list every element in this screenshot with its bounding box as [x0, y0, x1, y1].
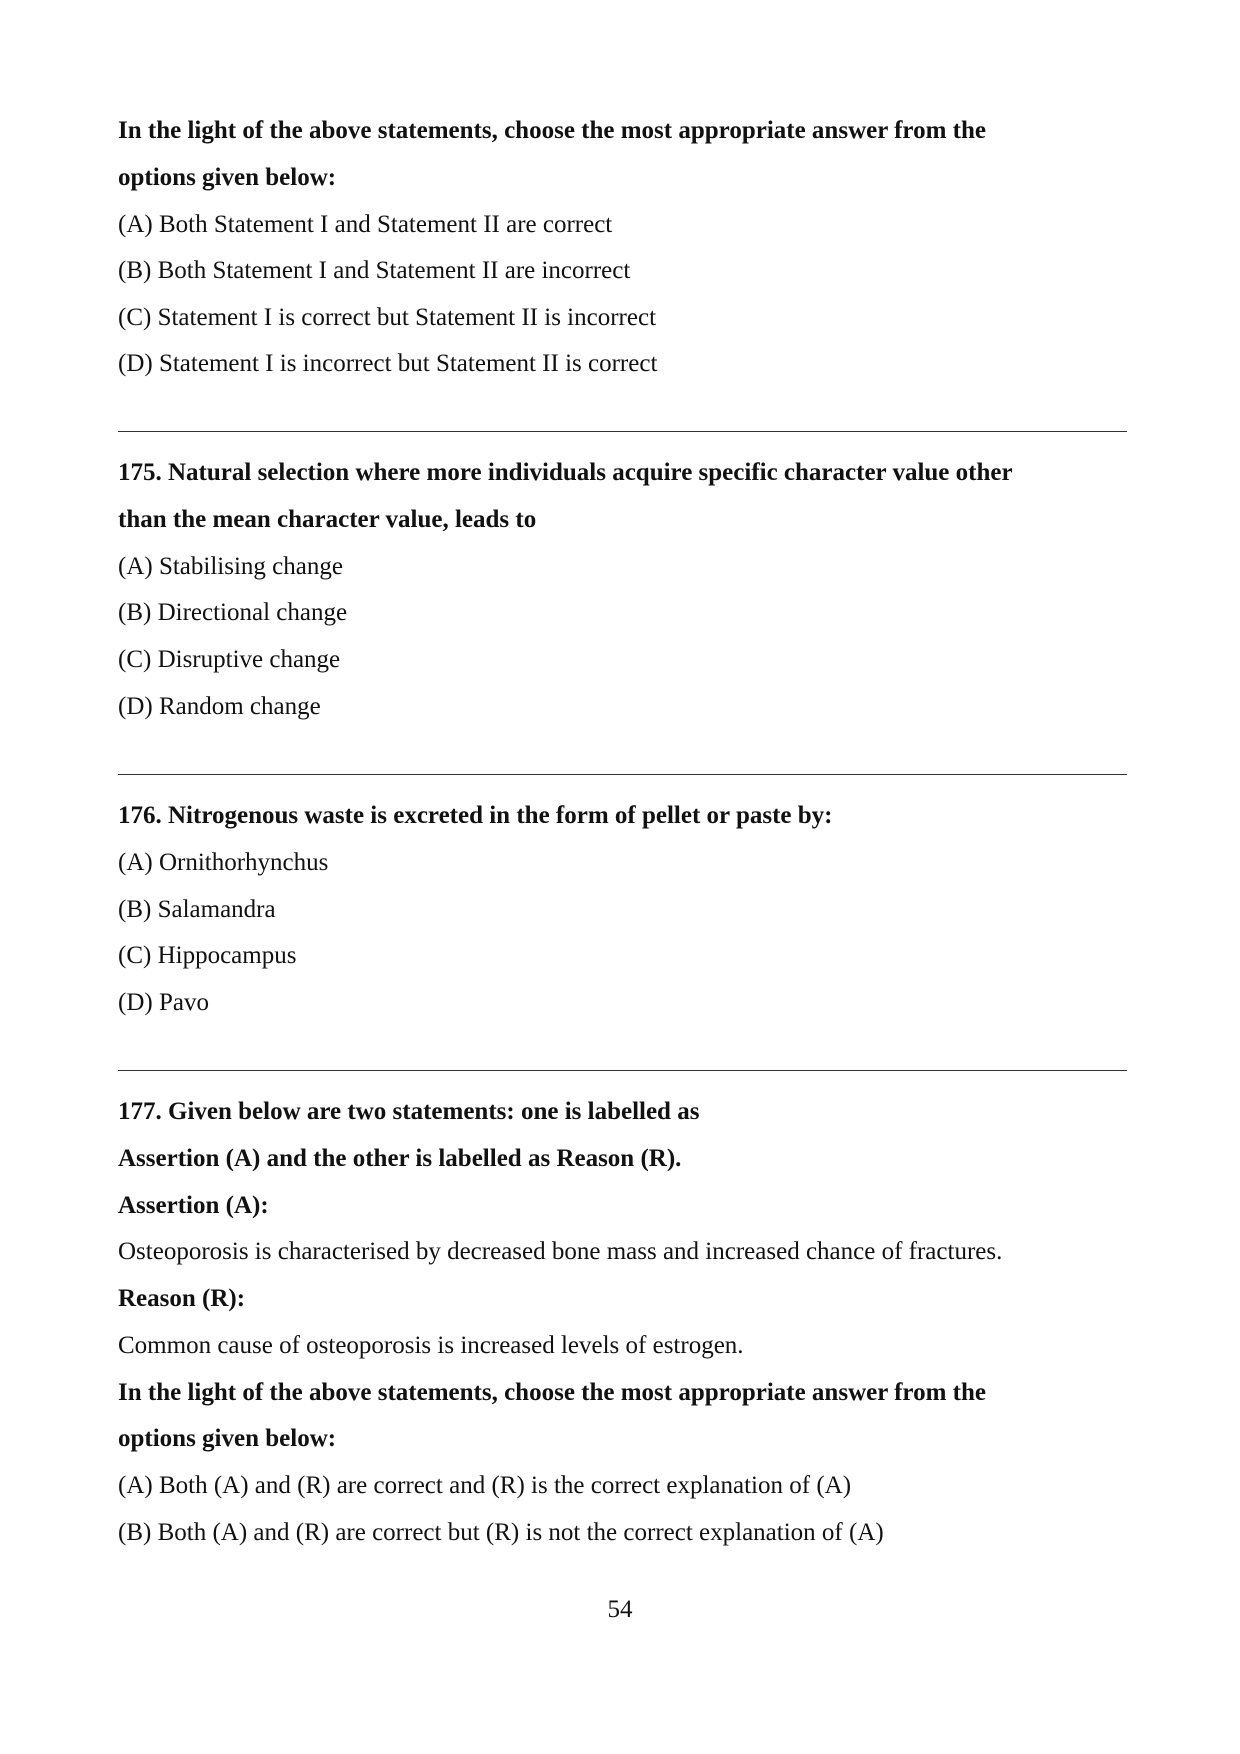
q177-assertion-text: Osteoporosis is characterised by decreased bone mass and increased chance of fractures. — [118, 1238, 1003, 1265]
q175-option-b: (B) Directional change — [118, 599, 348, 626]
q176-option-c: (C) Hippocampus — [118, 942, 297, 969]
divider — [118, 1070, 1127, 1071]
q174-option-a: (A) Both Statement I and Statement II are correct — [118, 211, 613, 238]
q177-question-line1: 177. Given below are two statements: one is labelled as — [118, 1098, 700, 1125]
q174-option-c: (C) Statement I is correct but Statement II is incorrect — [118, 304, 657, 331]
q177-reason-text: Common cause of osteoporosis is increased levels of estrogen. — [118, 1332, 744, 1359]
q175-option-a: (A) Stabilising change — [118, 553, 343, 580]
q175-question-line1: 175. Natural selection where more individuals acquire specific character value other — [118, 459, 1013, 486]
page-number: 54 — [607, 1596, 633, 1623]
q176-option-b: (B) Salamandra — [118, 896, 276, 923]
q177-instruction-line2: options given below: — [118, 1425, 337, 1452]
q177-option-a: (A) Both (A) and (R) are correct and (R) is the correct explanation of (A) — [118, 1472, 852, 1499]
q174-instruction-line1: In the light of the above statements, choose the most appropriate answer from the — [118, 117, 986, 144]
q177-assertion-label: Assertion (A): — [118, 1192, 269, 1219]
q174-option-b: (B) Both Statement I and Statement II are incorrect — [118, 257, 631, 284]
q175-question-line2: than the mean character value, leads to — [118, 506, 537, 533]
q177-question-line2: Assertion (A) and the other is labelled as Reason (R). — [118, 1145, 682, 1172]
q175-option-d: (D) Random change — [118, 693, 321, 720]
divider — [118, 431, 1127, 432]
q176-question: 176. Nitrogenous waste is excreted in the form of pellet or paste by: — [118, 802, 833, 829]
q176-option-a: (A) Ornithorhynchus — [118, 849, 329, 876]
q174-instruction-line2: options given below: — [118, 164, 337, 191]
q176-option-d: (D) Pavo — [118, 989, 209, 1016]
q177-reason-label: Reason (R): — [118, 1285, 246, 1312]
q177-option-b: (B) Both (A) and (R) are correct but (R) is not the correct explanation of (A) — [118, 1519, 884, 1546]
q177-instruction-line1: In the light of the above statements, choose the most appropriate answer from the — [118, 1379, 986, 1406]
q174-option-d: (D) Statement I is incorrect but Statement II is correct — [118, 350, 658, 377]
divider — [118, 774, 1127, 775]
q175-option-c: (C) Disruptive change — [118, 646, 341, 673]
